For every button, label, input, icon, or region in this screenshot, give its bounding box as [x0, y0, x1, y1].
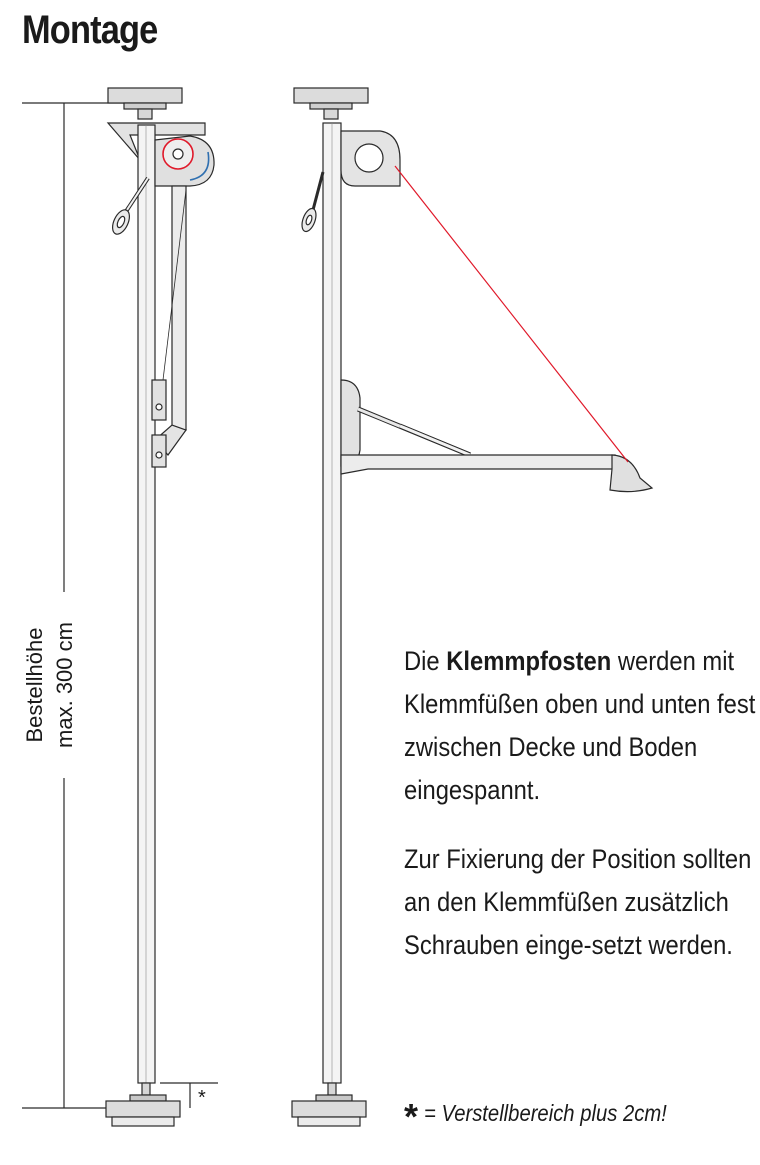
tolerance-marker: *: [198, 1087, 206, 1109]
height-dimension: [22, 103, 128, 1108]
right-floor-foot: [292, 1083, 366, 1126]
left-folded-arm: [172, 186, 186, 430]
left-post: [138, 125, 155, 1083]
right-crank: [313, 172, 323, 210]
footnote-marker: *: [404, 1096, 419, 1137]
height-label-line1: Bestellhöhe: [22, 627, 47, 743]
left-floor-plate: [106, 1101, 180, 1117]
height-label-line2: max. 300 cm: [52, 622, 77, 748]
page-title: Montage: [22, 8, 158, 52]
tension-cord: [395, 166, 628, 462]
description-text: [404, 640, 754, 993]
paragraph-fixing: Zur Fixierung der Position sollten an den Klemmfüßen zusätzlich Schrauben einge-setzt werden.: [404, 844, 752, 960]
height-dimension-label: [20, 622, 80, 748]
footnote: [404, 1096, 700, 1138]
arm-tip: [610, 455, 652, 492]
right-arm-mount: [341, 380, 360, 466]
left-ceiling-plate: [108, 88, 182, 103]
right-ceiling-plate: [294, 88, 368, 103]
right-extended-arm: [341, 455, 615, 474]
paragraph-clamp-posts: Die Klemmpfosten werden mit Klemmfüßen oben und unten fest zwischen Decke und Boden eingespannt.: [404, 646, 756, 805]
term-klemmpfosten: Klemmpfosten: [446, 646, 612, 676]
left-post-assembly: [106, 88, 214, 1126]
right-cord-reel: [355, 144, 383, 172]
footnote-text: = Verstellbereich plus 2cm!: [424, 1100, 667, 1126]
